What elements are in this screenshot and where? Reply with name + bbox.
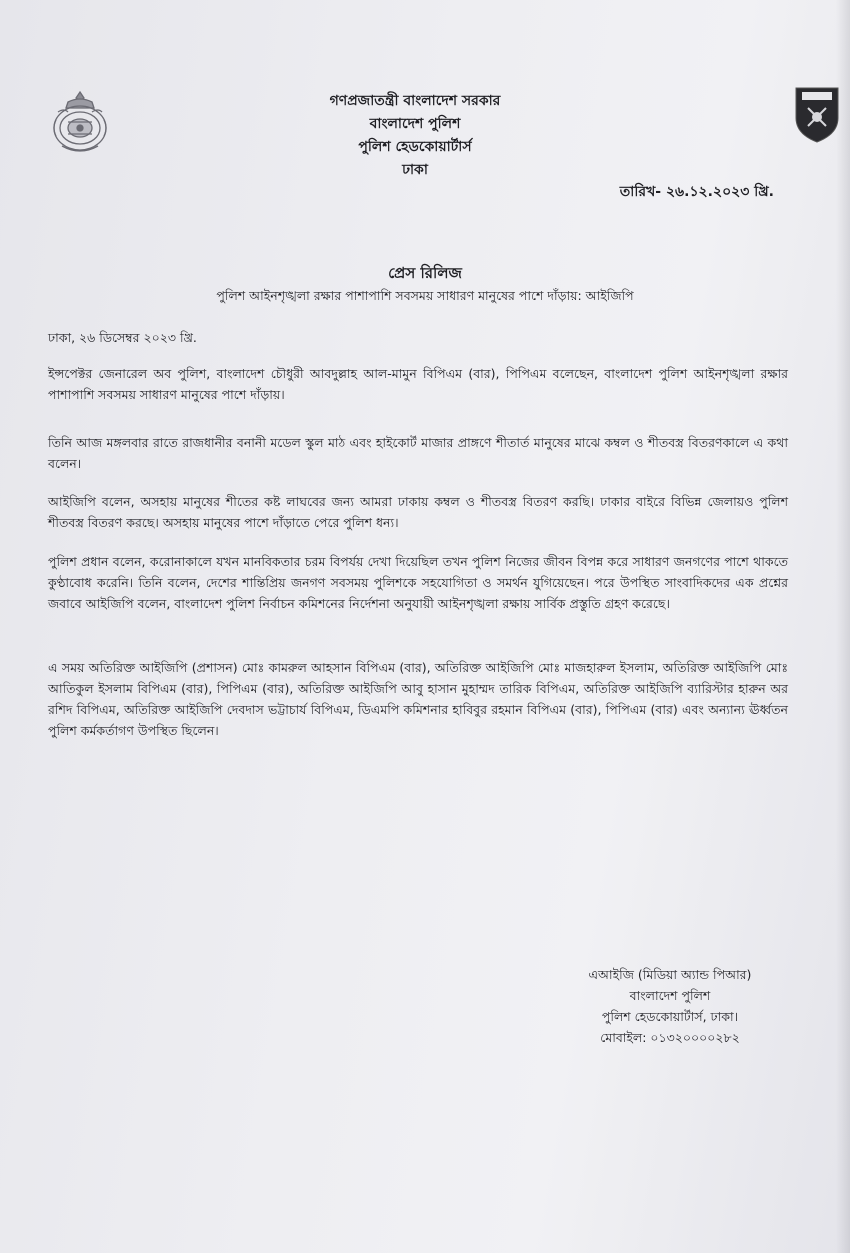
signature-block — [545, 964, 795, 1048]
signature-mobile: মোবাইল: ০১৩২০০০০২৮২ — [600, 1030, 740, 1045]
paragraph-4: পুলিশ প্রধান বলেন, করোনাকালে যখন মানবিকতার চরম বিপর্যয় দেখা দিয়েছিল তখন পুলিশ নিজের জীবন বিপন্ন করে সাধারণ জনগণের পাশে থাকতে কুণ্ঠাবোধ করেনি। তিনি বলেন, দেশের শান্তিপ্রিয় জনগণ সবসময় পুলিশকে সহযোগিতা ও সমর্থন যুগিয়েছেন। পরে উপস্থিত সাংবাদিকদের এক প্রশ্নের জবাবে আইজিপি বলেন, বাংলাদেশ পুলিশ নির্বাচন কমিশনের নির্দেশনা অনুযায়ী আইনশৃঙ্খলা রক্ষায় সার্বিক প্রস্তুতি গ্রহণ করেছে। — [48, 554, 788, 611]
letterhead-office: পুলিশ হেডকোয়ার্টার্স — [358, 139, 472, 155]
document-date: তারিখ- ২৬.১২.২০২৩ খ্রি. — [619, 184, 774, 200]
dateline: ঢাকা, ২৬ ডিসেম্বর ২০২৩ খ্রি. — [48, 330, 197, 345]
paragraph-3: আইজিপি বলেন, অসহায় মানুষের শীতের কষ্ট লাঘবের জন্য আমরা ঢাকায় কম্বল ও শীতবস্ত্র বিতরণ করছি। ঢাকার বাইরে বিভিন্ন জেলায়ও পুলিশ শীতবস্ত্র বিতরণ করছে। অসহায় মানুষের পাশে দাঁড়াতে পেরে পুলিশ ধন্য। — [48, 494, 788, 530]
signature-office: পুলিশ হেডকোয়ার্টার্স, ঢাকা। — [601, 1009, 739, 1024]
press-release-title: প্রেস রিলিজ — [388, 264, 462, 282]
paragraph-2: তিনি আজ মঙ্গলবার রাতে রাজধানীর বনানী মডেল স্কুল মাঠ এবং হাইকোর্ট মাজার প্রাঙ্গণে শীতার্ত মানুষের মাঝে কম্বল ও শীতবস্ত্র বিতরণকালে এ কথা বলেন। — [48, 435, 788, 471]
shield-badge-icon — [794, 86, 840, 144]
paragraph-5: এ সময় অতিরিক্ত আইজিপি (প্রশাসন) মোঃ কামরুল আহসান বিপিএম (বার), অতিরিক্ত আইজিপি মোঃ মাজহারুল ইসলাম, অতিরিক্ত আইজিপি মোঃ আতিকুল ইসলাম বিপিএম (বার), পিপিএম (বার), অতিরিক্ত আইজিপি আবু হাসান মুহাম্মদ তারিক বিপিএম, অতিরিক্ত আইজিপি ব্যারিস্টার হারুন অর রশিদ বিপিএম, অতিরিক্ত আইজিপি দেবদাস ভট্টাচার্য বিপিএম, ডিএমপি কমিশনার হাবিবুর রহমান বিপিএম (বার), পিপিএম (বার) এবং অন্যান্য ঊর্ধ্বতন পুলিশ কর্মকর্তাগণ উপস্থিত ছিলেন। — [48, 660, 788, 738]
paragraph-1: ইন্সপেক্টর জেনারেল অব পুলিশ, বাংলাদেশ চৌধুরী আবদুল্লাহ আল-মামুন বিপিএম (বার), পিপিএম বলেছেন, বাংলাদেশ পুলিশ আইনশৃঙ্খলা রক্ষার পাশাপাশি সবসময় সাধারণ মানুষের পাশে দাঁড়ায়। — [48, 366, 788, 402]
letterhead-city: ঢাকা — [402, 162, 428, 178]
letterhead-government: গণপ্রজাতন্ত্রী বাংলাদেশ সরকার — [329, 93, 501, 109]
page-edge-shadow — [836, 0, 850, 1253]
letterhead — [250, 90, 580, 182]
police-crest-icon — [48, 90, 112, 156]
press-release-subtitle: পুলিশ আইনশৃঙ্খলা রক্ষার পাশাপাশি সবসময় সাধারণ মানুষের পাশে দাঁড়ায়: আইজিপি — [216, 288, 634, 303]
signature-designation: এআইজি (মিডিয়া অ্যান্ড পিআর) — [588, 967, 752, 982]
signature-department: বাংলাদেশ পুলিশ — [629, 988, 711, 1003]
letterhead-department: বাংলাদেশ পুলিশ — [369, 116, 461, 132]
